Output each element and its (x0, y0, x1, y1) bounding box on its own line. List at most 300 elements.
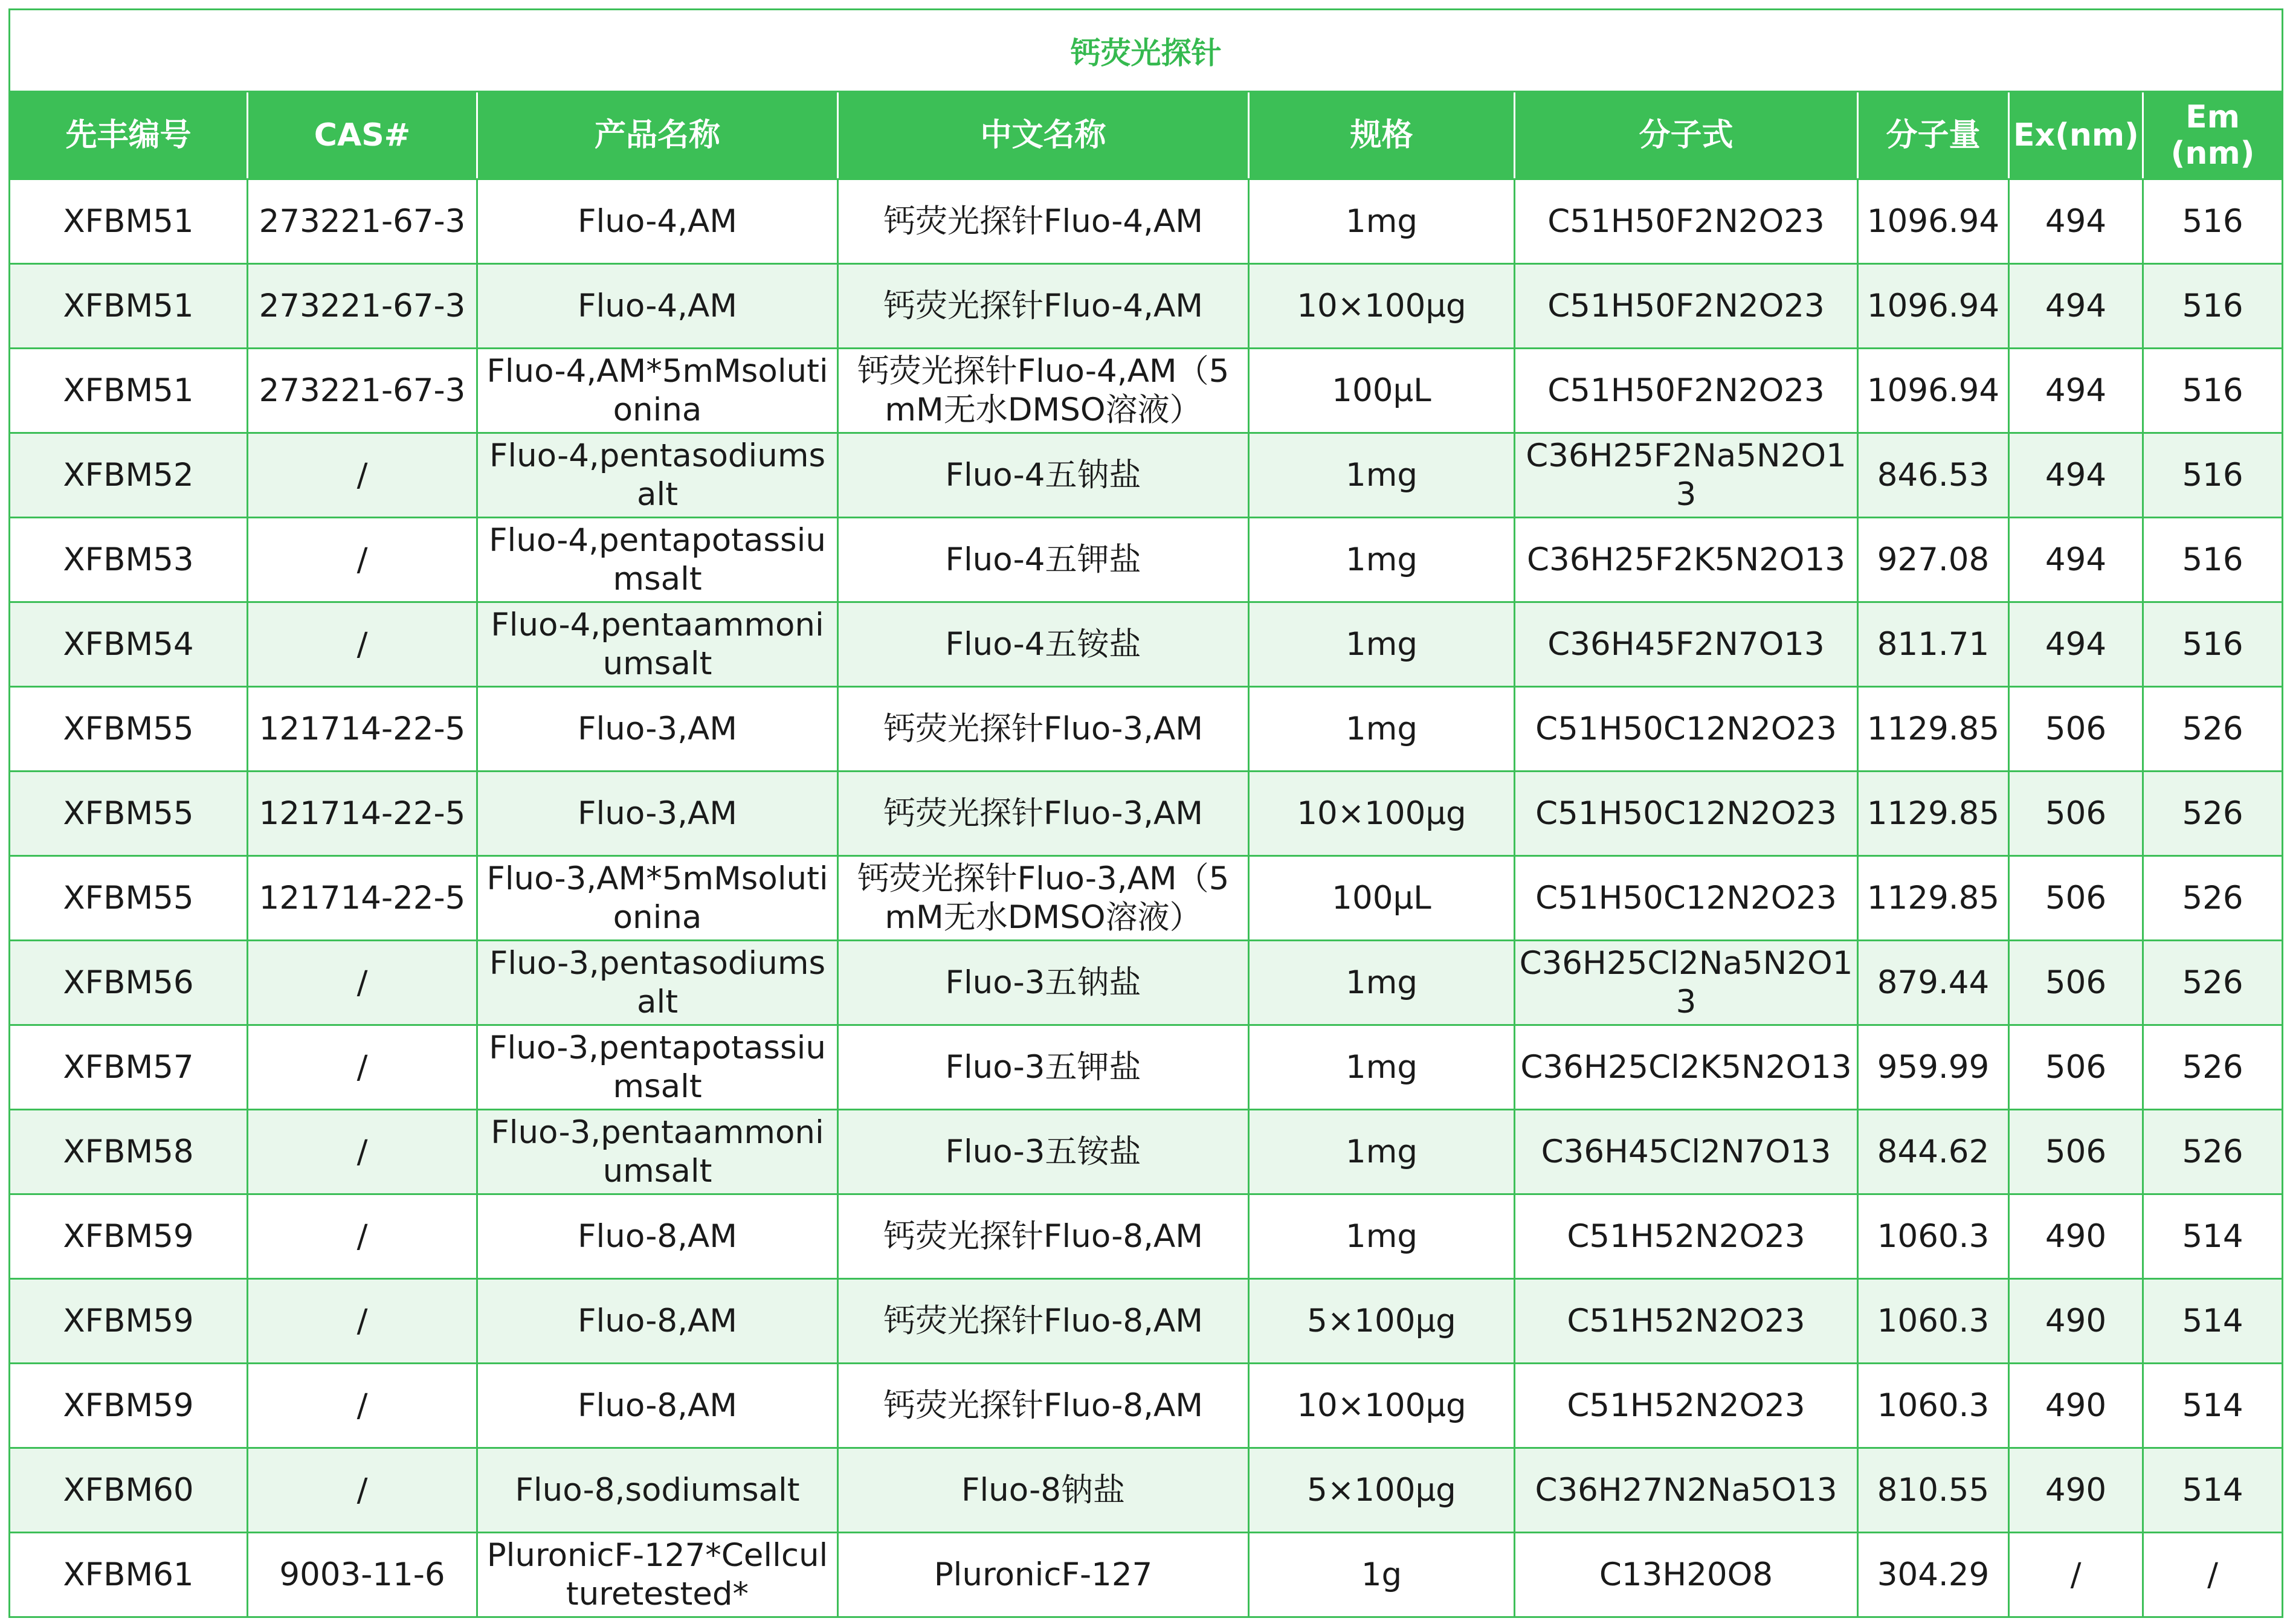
molecular-weight-text: 1129.85 (1866, 879, 2000, 917)
formula-text: C36H25Cl2Na5N2O13 (1519, 944, 1853, 1020)
product-name-cell (477, 1279, 838, 1364)
product-name-cell (477, 1025, 838, 1110)
molecular-weight-cell (1858, 264, 2009, 349)
product-code-cell (10, 687, 248, 772)
molecular-weight-cell (1858, 772, 2009, 856)
chinese-name-cell (838, 602, 1249, 687)
molecular-weight-text: 304.29 (1877, 1556, 1990, 1593)
em-cell (2143, 1533, 2283, 1617)
formula-text: C51H50C12N2O23 (1535, 879, 1837, 917)
table-row (10, 433, 2283, 518)
em-cell (2143, 433, 2283, 518)
product-code-cell (10, 349, 248, 433)
chinese-name-cell (838, 179, 1249, 264)
molecular-weight-cell (1858, 1279, 2009, 1364)
chinese-name-cell (838, 264, 1249, 349)
chinese-name-text: 钙荧光探针Fluo-3,AM（5mM无水DMSO溶液） (857, 860, 1230, 936)
spec-cell (1249, 772, 1515, 856)
ex-text: 494 (2045, 202, 2107, 240)
em-text: / (2207, 1556, 2218, 1593)
column-header: CAS# (248, 92, 477, 179)
cas-text: / (356, 1217, 368, 1255)
ex-text: 490 (2045, 1471, 2107, 1509)
formula-cell (1515, 433, 1858, 518)
em-text: 526 (2182, 879, 2243, 917)
ex-text: 494 (2045, 625, 2107, 663)
chinese-name-cell (838, 1364, 1249, 1448)
product-code-text: XFBM59 (63, 1217, 194, 1255)
formula-cell (1515, 602, 1858, 687)
calcium-probe-table (8, 8, 2283, 1618)
cas-text: / (356, 541, 368, 578)
spec-cell (1249, 179, 1515, 264)
table-body (10, 179, 2283, 1617)
em-cell (2143, 1025, 2283, 1110)
formula-cell (1515, 1110, 1858, 1194)
em-cell (2143, 1110, 2283, 1194)
cas-text: 9003-11-6 (279, 1556, 445, 1593)
product-name-text: PluronicF-127*Cellculturetested* (486, 1536, 828, 1613)
product-name-text: Fluo-3,AM (578, 710, 737, 747)
molecular-weight-cell (1858, 1533, 2009, 1617)
spec-text: 100μL (1332, 879, 1431, 917)
product-name-text: Fluo-4,pentapotassiumsalt (489, 521, 826, 598)
em-text: 526 (2182, 794, 2243, 832)
ex-cell (2009, 1448, 2143, 1533)
product-name-cell (477, 687, 838, 772)
ex-text: 494 (2045, 456, 2107, 494)
product-code-text: XFBM58 (63, 1133, 194, 1170)
spec-text: 1mg (1346, 1133, 1418, 1170)
cas-cell (248, 1025, 477, 1110)
column-header: 分子量 (1858, 92, 2009, 179)
ex-cell (2009, 602, 2143, 687)
em-text: 516 (2182, 372, 2243, 409)
product-code-cell (10, 518, 248, 602)
cas-cell (248, 1194, 477, 1279)
chinese-name-cell (838, 1448, 1249, 1533)
ex-cell (2009, 179, 2143, 264)
em-text: 514 (2182, 1302, 2243, 1339)
spec-text: 1mg (1346, 202, 1418, 240)
header-row (10, 92, 2283, 179)
table-row (10, 179, 2283, 264)
ex-text: 506 (2045, 710, 2107, 747)
product-code-cell (10, 264, 248, 349)
spec-cell (1249, 1533, 1515, 1617)
table-row (10, 856, 2283, 941)
cas-text: / (356, 1387, 368, 1424)
product-code-cell (10, 602, 248, 687)
chinese-name-cell (838, 772, 1249, 856)
formula-text: C36H27N2Na5O13 (1535, 1471, 1837, 1509)
ex-cell (2009, 1279, 2143, 1364)
column-header: 产品名称 (477, 92, 838, 179)
em-cell (2143, 772, 2283, 856)
formula-cell (1515, 1448, 1858, 1533)
product-code-text: XFBM61 (63, 1556, 194, 1593)
product-code-cell (10, 856, 248, 941)
spec-text: 1mg (1346, 710, 1418, 747)
table-row (10, 941, 2283, 1025)
cas-cell (248, 856, 477, 941)
product-code-text: XFBM59 (63, 1302, 194, 1339)
cas-text: 121714-22-5 (259, 794, 466, 832)
molecular-weight-cell (1858, 518, 2009, 602)
molecular-weight-cell (1858, 1364, 2009, 1448)
product-code-text: XFBM51 (63, 287, 194, 324)
chinese-name-text: 钙荧光探针Fluo-3,AM (883, 710, 1203, 747)
spec-text: 10×100μg (1297, 1387, 1466, 1424)
em-text: 516 (2182, 625, 2243, 663)
chinese-name-text: Fluo-3五钠盐 (945, 964, 1141, 1001)
spec-cell (1249, 687, 1515, 772)
em-text: 516 (2182, 287, 2243, 324)
cas-text: 273221-67-3 (259, 372, 466, 409)
molecular-weight-text: 1060.3 (1877, 1217, 1990, 1255)
cas-text: 273221-67-3 (259, 202, 466, 240)
product-code-text: XFBM55 (63, 879, 194, 917)
cas-text: / (356, 456, 368, 494)
product-name-text: Fluo-4,pentasodiumsalt (489, 437, 826, 513)
product-name-cell (477, 602, 838, 687)
em-text: 526 (2182, 710, 2243, 747)
molecular-weight-cell (1858, 941, 2009, 1025)
chinese-name-text: 钙荧光探针Fluo-8,AM (883, 1302, 1203, 1339)
spec-cell (1249, 433, 1515, 518)
formula-text: C51H50F2N2O23 (1547, 202, 1825, 240)
table-row (10, 1025, 2283, 1110)
chinese-name-cell (838, 1025, 1249, 1110)
ex-cell (2009, 518, 2143, 602)
ex-cell (2009, 1025, 2143, 1110)
em-cell (2143, 1364, 2283, 1448)
molecular-weight-text: 1096.94 (1866, 287, 2000, 324)
chinese-name-text: Fluo-4五铵盐 (945, 625, 1141, 663)
spec-text: 100μL (1332, 372, 1431, 409)
molecular-weight-cell (1858, 1448, 2009, 1533)
chinese-name-text: 钙荧光探针Fluo-3,AM (883, 794, 1203, 832)
column-header: 规格 (1249, 92, 1515, 179)
formula-text: C51H52N2O23 (1567, 1387, 1805, 1424)
em-text: 514 (2182, 1217, 2243, 1255)
formula-cell (1515, 1364, 1858, 1448)
ex-text: 494 (2045, 372, 2107, 409)
spec-cell (1249, 602, 1515, 687)
ex-text: / (2070, 1556, 2082, 1593)
spec-cell (1249, 518, 1515, 602)
formula-text: C51H52N2O23 (1567, 1302, 1805, 1339)
ex-text: 494 (2045, 541, 2107, 578)
molecular-weight-cell (1858, 602, 2009, 687)
formula-cell (1515, 1279, 1858, 1364)
product-name-text: Fluo-4,AM (578, 202, 737, 240)
spec-cell (1249, 1448, 1515, 1533)
spec-text: 5×100μg (1307, 1302, 1456, 1339)
cas-text: / (356, 1471, 368, 1509)
cas-text: 121714-22-5 (259, 710, 466, 747)
cas-cell (248, 1110, 477, 1194)
cas-cell (248, 264, 477, 349)
column-header: 先丰编号 (10, 92, 248, 179)
product-name-cell (477, 1194, 838, 1279)
formula-cell (1515, 179, 1858, 264)
ex-cell (2009, 433, 2143, 518)
molecular-weight-text: 1096.94 (1866, 372, 2000, 409)
molecular-weight-text: 879.44 (1877, 964, 1990, 1001)
chinese-name-cell (838, 856, 1249, 941)
molecular-weight-cell (1858, 856, 2009, 941)
spec-text: 1mg (1346, 964, 1418, 1001)
table-row (10, 772, 2283, 856)
formula-text: C36H25F2Na5N2O13 (1526, 437, 1847, 513)
product-name-cell (477, 349, 838, 433)
formula-cell (1515, 349, 1858, 433)
ex-text: 490 (2045, 1302, 2107, 1339)
cas-cell (248, 349, 477, 433)
formula-cell (1515, 1533, 1858, 1617)
spec-cell (1249, 349, 1515, 433)
spec-text: 10×100μg (1297, 794, 1466, 832)
spec-text: 1g (1361, 1556, 1402, 1593)
product-name-text: Fluo-4,AM (578, 287, 737, 324)
product-name-cell (477, 1364, 838, 1448)
product-code-cell (10, 1194, 248, 1279)
chinese-name-text: Fluo-3五铵盐 (945, 1133, 1141, 1170)
product-code-text: XFBM52 (63, 456, 194, 494)
product-code-text: XFBM51 (63, 372, 194, 409)
spec-cell (1249, 1279, 1515, 1364)
em-cell (2143, 941, 2283, 1025)
table-row (10, 1364, 2283, 1448)
spec-text: 1mg (1346, 625, 1418, 663)
spec-cell (1249, 264, 1515, 349)
product-name-cell (477, 179, 838, 264)
ex-text: 494 (2045, 287, 2107, 324)
chinese-name-cell (838, 941, 1249, 1025)
product-name-cell (477, 1110, 838, 1194)
em-text: 514 (2182, 1471, 2243, 1509)
ex-cell (2009, 941, 2143, 1025)
cas-cell (248, 1279, 477, 1364)
chinese-name-cell (838, 1110, 1249, 1194)
table-row (10, 264, 2283, 349)
formula-cell (1515, 772, 1858, 856)
em-cell (2143, 349, 2283, 433)
ex-text: 506 (2045, 794, 2107, 832)
spec-text: 1mg (1346, 1217, 1418, 1255)
em-text: 514 (2182, 1387, 2243, 1424)
product-name-cell (477, 772, 838, 856)
product-code-cell (10, 772, 248, 856)
em-text: 516 (2182, 202, 2243, 240)
product-name-cell (477, 433, 838, 518)
table-row (10, 687, 2283, 772)
molecular-weight-text: 1096.94 (1866, 202, 2000, 240)
cas-text: / (356, 964, 368, 1001)
cas-text: / (356, 1133, 368, 1170)
spec-text: 5×100μg (1307, 1471, 1456, 1509)
column-header: Em (nm) (2143, 92, 2283, 179)
molecular-weight-text: 811.71 (1877, 625, 1990, 663)
chinese-name-cell (838, 518, 1249, 602)
product-name-cell (477, 1448, 838, 1533)
table-row (10, 1279, 2283, 1364)
molecular-weight-cell (1858, 1110, 2009, 1194)
product-code-text: XFBM57 (63, 1048, 194, 1086)
table-row (10, 518, 2283, 602)
em-text: 526 (2182, 1133, 2243, 1170)
product-name-text: Fluo-8,sodiumsalt (515, 1471, 800, 1509)
ex-cell (2009, 1364, 2143, 1448)
chinese-name-cell (838, 1194, 1249, 1279)
em-cell (2143, 1194, 2283, 1279)
cas-cell (248, 687, 477, 772)
spec-cell (1249, 1364, 1515, 1448)
em-cell (2143, 1279, 2283, 1364)
em-cell (2143, 602, 2283, 687)
ex-text: 490 (2045, 1387, 2107, 1424)
cas-text: / (356, 1302, 368, 1339)
formula-text: C51H50C12N2O23 (1535, 710, 1837, 747)
formula-text: C36H25F2K5N2O13 (1527, 541, 1845, 578)
cas-text: 121714-22-5 (259, 879, 466, 917)
product-name-cell (477, 856, 838, 941)
product-code-cell (10, 1110, 248, 1194)
product-table-container (8, 8, 2282, 1618)
ex-text: 506 (2045, 1133, 2107, 1170)
molecular-weight-cell (1858, 349, 2009, 433)
formula-cell (1515, 1194, 1858, 1279)
table-row (10, 1533, 2283, 1617)
product-code-cell (10, 433, 248, 518)
em-cell (2143, 518, 2283, 602)
product-code-text: XFBM59 (63, 1387, 194, 1424)
ex-cell (2009, 264, 2143, 349)
molecular-weight-text: 1060.3 (1877, 1302, 1990, 1339)
chinese-name-text: 钙荧光探针Fluo-4,AM (883, 202, 1203, 240)
product-name-text: Fluo-8,AM (578, 1387, 737, 1424)
spec-cell (1249, 1194, 1515, 1279)
product-name-text: Fluo-8,AM (578, 1302, 737, 1339)
molecular-weight-text: 1060.3 (1877, 1387, 1990, 1424)
chinese-name-text: Fluo-4五钾盐 (945, 541, 1141, 578)
cas-cell (248, 772, 477, 856)
product-name-text: Fluo-3,pentapotassiumsalt (489, 1029, 826, 1105)
cas-text: / (356, 1048, 368, 1086)
molecular-weight-cell (1858, 1025, 2009, 1110)
chinese-name-cell (838, 1279, 1249, 1364)
chinese-name-text: Fluo-4五钠盐 (945, 456, 1141, 494)
molecular-weight-cell (1858, 687, 2009, 772)
product-name-text: Fluo-4,AM*5mMsolutionina (486, 352, 828, 428)
chinese-name-cell (838, 1533, 1249, 1617)
cas-text: 273221-67-3 (259, 287, 466, 324)
em-cell (2143, 179, 2283, 264)
molecular-weight-text: 1129.85 (1866, 794, 2000, 832)
spec-cell (1249, 1025, 1515, 1110)
ex-text: 506 (2045, 964, 2107, 1001)
formula-cell (1515, 856, 1858, 941)
cas-cell (248, 1364, 477, 1448)
chinese-name-cell (838, 349, 1249, 433)
spec-cell (1249, 941, 1515, 1025)
ex-cell (2009, 687, 2143, 772)
product-code-text: XFBM60 (63, 1471, 194, 1509)
product-name-cell (477, 264, 838, 349)
product-name-text: Fluo-3,AM (578, 794, 737, 832)
chinese-name-cell (838, 433, 1249, 518)
em-cell (2143, 1448, 2283, 1533)
cas-cell (248, 1533, 477, 1617)
chinese-name-text: 钙荧光探针Fluo-8,AM (883, 1387, 1203, 1424)
spec-text: 10×100μg (1297, 287, 1466, 324)
formula-text: C13H20O8 (1599, 1556, 1773, 1593)
product-name-text: Fluo-4,pentaammoniumsalt (491, 606, 824, 682)
spec-text: 1mg (1346, 541, 1418, 578)
ex-text: 506 (2045, 1048, 2107, 1086)
formula-text: C51H52N2O23 (1567, 1217, 1805, 1255)
ex-cell (2009, 772, 2143, 856)
formula-cell (1515, 264, 1858, 349)
formula-cell (1515, 1025, 1858, 1110)
cas-cell (248, 1448, 477, 1533)
product-code-cell (10, 941, 248, 1025)
chinese-name-text: PluronicF-127 (934, 1556, 1153, 1593)
spec-text: 1mg (1346, 456, 1418, 494)
molecular-weight-text: 959.99 (1877, 1048, 1990, 1086)
molecular-weight-cell (1858, 179, 2009, 264)
product-code-text: XFBM54 (63, 625, 194, 663)
molecular-weight-cell (1858, 1194, 2009, 1279)
ex-cell (2009, 1533, 2143, 1617)
product-code-cell (10, 1025, 248, 1110)
table-row (10, 1110, 2283, 1194)
formula-text: C36H25Cl2K5N2O13 (1520, 1048, 1852, 1086)
chinese-name-text: 钙荧光探针Fluo-4,AM (883, 287, 1203, 324)
formula-cell (1515, 518, 1858, 602)
em-cell (2143, 856, 2283, 941)
product-code-text: XFBM55 (63, 794, 194, 832)
ex-text: 506 (2045, 879, 2107, 917)
table-title: 钙荧光探针 (10, 10, 2283, 92)
molecular-weight-text: 846.53 (1877, 456, 1990, 494)
formula-text: C51H50F2N2O23 (1547, 287, 1825, 324)
cas-cell (248, 602, 477, 687)
product-code-cell (10, 1279, 248, 1364)
product-code-text: XFBM51 (63, 202, 194, 240)
spec-text: 1mg (1346, 1048, 1418, 1086)
spec-cell (1249, 1110, 1515, 1194)
product-code-cell (10, 1448, 248, 1533)
product-name-cell (477, 518, 838, 602)
table-row (10, 1448, 2283, 1533)
formula-text: C36H45Cl2N7O13 (1541, 1133, 1831, 1170)
product-name-text: Fluo-3,AM*5mMsolutionina (486, 860, 828, 936)
product-name-cell (477, 1533, 838, 1617)
product-code-text: XFBM56 (63, 964, 194, 1001)
em-text: 516 (2182, 456, 2243, 494)
em-text: 516 (2182, 541, 2243, 578)
cas-cell (248, 179, 477, 264)
chinese-name-text: Fluo-8钠盐 (961, 1471, 1126, 1509)
molecular-weight-text: 927.08 (1877, 541, 1990, 578)
molecular-weight-cell (1858, 433, 2009, 518)
ex-text: 490 (2045, 1217, 2107, 1255)
cas-cell (248, 518, 477, 602)
molecular-weight-text: 844.62 (1877, 1133, 1990, 1170)
table-row (10, 1194, 2283, 1279)
